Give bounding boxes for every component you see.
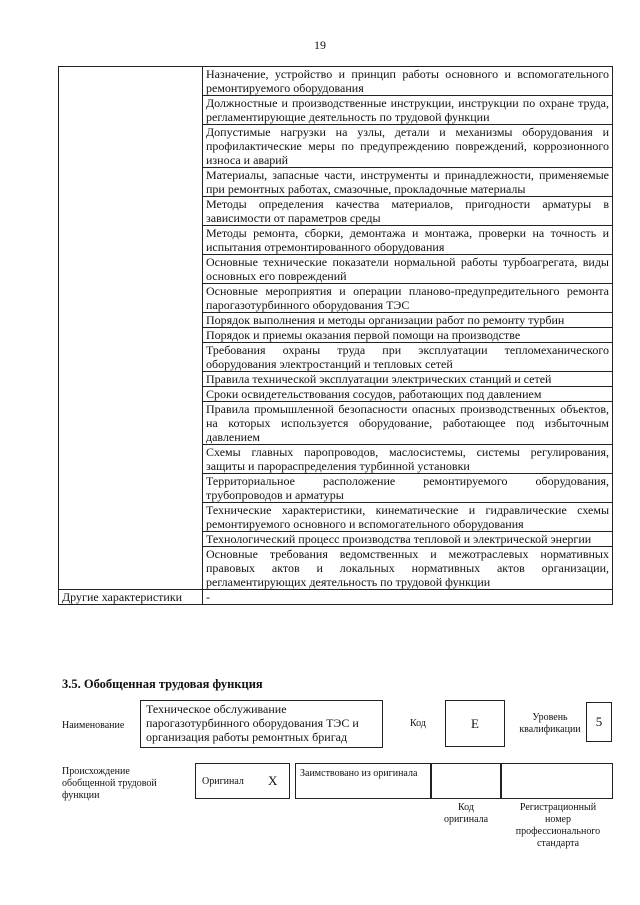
table-cell: Правила технической эксплуатации электрических станций и сетей [203,372,613,387]
page-number: 19 [314,38,326,52]
table-row [59,590,613,605]
name-label: Наименование [62,720,125,731]
table-cell: Методы ремонта, сборки, демонтажа и монтажа, проверки на точность и испытания отремонтированного оборудования [203,226,613,255]
code-original-cell [431,763,501,799]
other-characteristics-value: - [203,590,613,605]
other-characteristics-label: Другие характеристики [59,590,203,605]
table-cell: Требования охраны труда при эксплуатации тепломеханического оборудования электростанций и тепловых сетей [203,343,613,372]
code-original-label: Код оригинала [443,802,489,825]
empty-label-cell [59,67,203,590]
section-title: 3.5. Обобщенная трудовая функция [62,677,263,691]
reg-number-cell [501,763,613,799]
origin-label: Происхождение обобщенной трудовой функции [62,766,157,801]
table-cell: Сроки освидетельствования сосудов, работающих под давлением [203,387,613,402]
table-cell: Территориальное расположение ремонтируемого оборудования, трубопроводов и арматуры [203,474,613,503]
table-row [59,67,613,96]
knowledge-table [58,66,613,605]
reg-number-label: Регистрационный номер профессионального стандарта [515,802,601,849]
original-mark: X [268,773,278,788]
table-cell: Основные требования ведомственных и межотраслевых нормативных правовых актов и локальных нормативных актов организации, регламентирующих деятельность по трудовой функции [203,547,613,590]
code-label: Код [410,718,426,729]
table-cell: Должностные и производственные инструкции, инструкции по охране труда, регламентирующие деятельность по трудовой функции [203,96,613,125]
table-cell: Порядок выполнения и методы организации работ по ремонту турбин [203,313,613,328]
table-cell: Основные мероприятия и операции планово-предупредительного ремонта парогазотурбинного оборудования ТЭС [203,284,613,313]
name-value: Техническое обслуживание парогазотурбинного оборудования ТЭС и организация работы ремонтных бригад [140,700,383,748]
table-cell: Технические характеристики, кинематические и гидравлические схемы ремонтируемого основного и вспомогательного оборудования [203,503,613,532]
table-cell: Технологический процесс производства тепловой и электрической энергии [203,532,613,547]
table-cell: Материалы, запасные части, инструменты и принадлежности, применяемые при ремонтных работах, смазочные, прокладочные материалы [203,168,613,197]
table-cell: Порядок и приемы оказания первой помощи на производстве [203,328,613,343]
table-cell: Схемы главных паропроводов, маслосистемы, системы регулирования, защиты и парораспределения турбинной установки [203,445,613,474]
code-value: E [445,700,505,747]
level-value: 5 [586,702,612,742]
table-cell: Допустимые нагрузки на узлы, детали и механизмы оборудования и профилактические меры по предупреждению повреждений, коррозионного износа и аварий [203,125,613,168]
borrowed-label: Заимствовано из оригинала [295,763,431,799]
original-cell [195,763,290,799]
level-label: Уровень квалификации [519,712,581,735]
table-cell: Основные технические показатели нормальной работы турбоагрегата, виды основных его повреждений [203,255,613,284]
table-cell: Методы определения качества материалов, пригодности арматуры в зависимости от параметров среды [203,197,613,226]
original-label: Оригинал [202,776,244,787]
table-cell: Назначение, устройство и принцип работы основного и вспомогательного ремонтируемого оборудования [203,67,613,96]
table-cell: Правила промышленной безопасности опасных производственных объектов, на которых используется оборудование, работающее под избыточным давлением [203,402,613,445]
